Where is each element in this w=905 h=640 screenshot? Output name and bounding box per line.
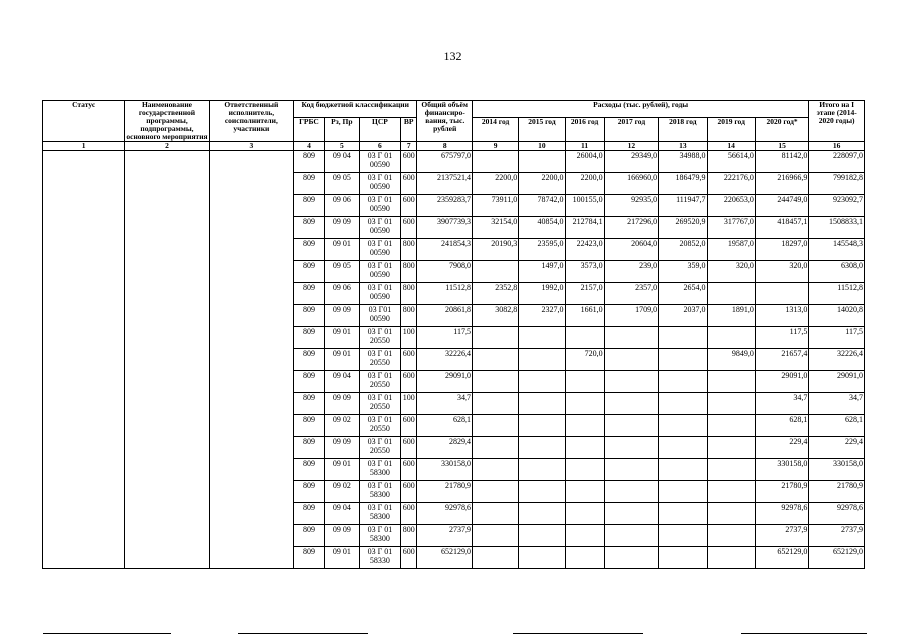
rzpr-cell: 09 06 xyxy=(324,195,359,217)
year-value-cell: 78742,0 xyxy=(519,195,565,217)
total-cell: 34,7 xyxy=(417,393,473,415)
column-number: 11 xyxy=(565,142,604,151)
grbs-cell: 809 xyxy=(294,547,325,569)
total-cell: 11512,8 xyxy=(417,283,473,305)
header-responsible: Ответственный исполнитель, соисполнители, участники xyxy=(209,101,293,142)
vr-cell: 800 xyxy=(400,283,416,305)
year-value-cell: 1313,0 xyxy=(755,305,808,327)
column-number: 4 xyxy=(294,142,325,151)
header-csr: ЦСР xyxy=(359,118,400,142)
year-value-cell xyxy=(707,415,755,437)
year-value-cell: 2037,0 xyxy=(659,305,707,327)
year-value-cell: 2357,0 xyxy=(604,283,659,305)
year-value-cell: 34988,0 xyxy=(659,151,707,173)
year-value-cell: 628,1 xyxy=(755,415,808,437)
rzpr-cell: 09 05 xyxy=(324,173,359,195)
csr-cell: 03 Г 01 20550 xyxy=(359,371,400,393)
year-value-cell: 720,0 xyxy=(565,349,604,371)
year-value-cell xyxy=(472,503,518,525)
csr-cell: 03 Г 01 58300 xyxy=(359,525,400,547)
year-value-cell xyxy=(565,525,604,547)
total-cell: 2829,4 xyxy=(417,437,473,459)
header-year: 2018 год xyxy=(659,118,707,142)
itogo-cell: 29091,0 xyxy=(809,371,865,393)
year-value-cell xyxy=(472,151,518,173)
total-cell: 241854,3 xyxy=(417,239,473,261)
year-value-cell: 1497,0 xyxy=(519,261,565,283)
rzpr-cell: 09 04 xyxy=(324,371,359,393)
year-value-cell xyxy=(707,481,755,503)
year-value-cell xyxy=(472,459,518,481)
year-value-cell xyxy=(519,415,565,437)
grbs-cell: 809 xyxy=(294,503,325,525)
rzpr-cell: 09 02 xyxy=(324,481,359,503)
year-value-cell xyxy=(659,437,707,459)
year-value-cell xyxy=(604,349,659,371)
csr-cell: 03 Г 01 00590 xyxy=(359,173,400,195)
year-value-cell: 222176,0 xyxy=(707,173,755,195)
year-value-cell: 217296,0 xyxy=(604,217,659,239)
grbs-cell: 809 xyxy=(294,283,325,305)
vr-cell: 600 xyxy=(400,151,416,173)
year-value-cell xyxy=(707,283,755,305)
total-cell: 7908,0 xyxy=(417,261,473,283)
grbs-cell: 809 xyxy=(294,217,325,239)
rzpr-cell: 09 09 xyxy=(324,393,359,415)
itogo-cell: 14020,8 xyxy=(809,305,865,327)
itogo-cell: 34,7 xyxy=(809,393,865,415)
grbs-cell: 809 xyxy=(294,393,325,415)
year-value-cell xyxy=(519,525,565,547)
itogo-cell: 229,4 xyxy=(809,437,865,459)
column-number: 1 xyxy=(43,142,125,151)
year-value-cell: 3573,0 xyxy=(565,261,604,283)
year-value-cell: 111947,7 xyxy=(659,195,707,217)
year-value-cell: 2737,9 xyxy=(755,525,808,547)
rzpr-cell: 09 04 xyxy=(324,151,359,173)
year-value-cell: 2200,0 xyxy=(519,173,565,195)
total-cell: 29091,0 xyxy=(417,371,473,393)
year-value-cell xyxy=(519,459,565,481)
year-value-cell xyxy=(472,481,518,503)
csr-cell: 03 Г 01 58300 xyxy=(359,481,400,503)
year-value-cell: 2200,0 xyxy=(565,173,604,195)
year-value-cell: 1992,0 xyxy=(519,283,565,305)
year-value-cell xyxy=(519,151,565,173)
itogo-cell: 2737,9 xyxy=(809,525,865,547)
year-value-cell: 330158,0 xyxy=(755,459,808,481)
year-value-cell xyxy=(659,327,707,349)
year-value-cell xyxy=(707,393,755,415)
grbs-cell: 809 xyxy=(294,349,325,371)
year-value-cell xyxy=(659,525,707,547)
year-value-cell xyxy=(604,503,659,525)
year-value-cell xyxy=(565,547,604,569)
rzpr-cell: 09 01 xyxy=(324,547,359,569)
year-value-cell: 2157,0 xyxy=(565,283,604,305)
total-cell: 92978,6 xyxy=(417,503,473,525)
grbs-cell: 809 xyxy=(294,261,325,283)
header-vr: ВР xyxy=(400,118,416,142)
total-cell: 32226,4 xyxy=(417,349,473,371)
itogo-cell: 6308,0 xyxy=(809,261,865,283)
grbs-cell: 809 xyxy=(294,305,325,327)
table-header xyxy=(43,101,865,151)
rzpr-cell: 09 09 xyxy=(324,437,359,459)
grbs-cell: 809 xyxy=(294,415,325,437)
column-number-row xyxy=(43,142,865,151)
itogo-cell: 652129,0 xyxy=(809,547,865,569)
vr-cell: 600 xyxy=(400,415,416,437)
header-year: 2017 год xyxy=(604,118,659,142)
status-cell xyxy=(43,151,125,569)
total-cell: 330158,0 xyxy=(417,459,473,481)
year-value-cell xyxy=(565,393,604,415)
vr-cell: 600 xyxy=(400,503,416,525)
year-value-cell: 23595,0 xyxy=(519,239,565,261)
year-value-cell xyxy=(472,525,518,547)
total-cell: 2137521,4 xyxy=(417,173,473,195)
year-value-cell: 1709,0 xyxy=(604,305,659,327)
year-value-cell xyxy=(659,459,707,481)
year-value-cell xyxy=(707,327,755,349)
column-number: 12 xyxy=(604,142,659,151)
year-value-cell xyxy=(565,415,604,437)
year-value-cell xyxy=(707,371,755,393)
rzpr-cell: 09 01 xyxy=(324,327,359,349)
year-value-cell xyxy=(755,283,808,305)
total-cell: 21780,9 xyxy=(417,481,473,503)
grbs-cell: 809 xyxy=(294,525,325,547)
itogo-cell: 117,5 xyxy=(809,327,865,349)
year-value-cell xyxy=(604,525,659,547)
total-cell: 2359283,7 xyxy=(417,195,473,217)
column-number: 2 xyxy=(125,142,209,151)
year-value-cell xyxy=(519,349,565,371)
itogo-cell: 628,1 xyxy=(809,415,865,437)
year-value-cell xyxy=(604,547,659,569)
budget-table xyxy=(42,100,865,569)
year-value-cell xyxy=(604,437,659,459)
vr-cell: 600 xyxy=(400,371,416,393)
itogo-cell: 330158,0 xyxy=(809,459,865,481)
footnote-rule xyxy=(741,633,867,634)
vr-cell: 600 xyxy=(400,459,416,481)
column-number: 7 xyxy=(400,142,416,151)
csr-cell: 03 Г 01 00590 xyxy=(359,239,400,261)
year-value-cell xyxy=(519,393,565,415)
itogo-cell: 923092,7 xyxy=(809,195,865,217)
csr-cell: 03 Г 01 20550 xyxy=(359,349,400,371)
year-value-cell xyxy=(472,327,518,349)
year-value-cell: 81142,0 xyxy=(755,151,808,173)
column-number: 10 xyxy=(519,142,565,151)
year-value-cell: 21780,9 xyxy=(755,481,808,503)
vr-cell: 800 xyxy=(400,525,416,547)
csr-cell: 03 Г 01 00590 xyxy=(359,151,400,173)
rzpr-cell: 09 01 xyxy=(324,239,359,261)
header-name: Наименование государственной программы, подпрограммы, основного мероприятия xyxy=(126,100,208,141)
column-number: 9 xyxy=(472,142,518,151)
year-value-cell xyxy=(604,393,659,415)
csr-cell: 03 Г 01 20550 xyxy=(359,437,400,459)
year-value-cell: 2352,8 xyxy=(472,283,518,305)
rzpr-cell: 09 09 xyxy=(324,217,359,239)
header-year: 2016 год xyxy=(565,118,604,142)
year-value-cell xyxy=(707,459,755,481)
year-value-cell: 117,5 xyxy=(755,327,808,349)
year-value-cell: 1661,0 xyxy=(565,305,604,327)
header-expenses: Расходы (тыс. рублей), годы xyxy=(472,101,808,118)
year-value-cell: 22423,0 xyxy=(565,239,604,261)
vr-cell: 100 xyxy=(400,327,416,349)
itogo-cell: 799182,8 xyxy=(809,173,865,195)
total-cell: 3907739,3 xyxy=(417,217,473,239)
header-total: Общий объём финансиро-вания, тыс. рублей xyxy=(417,101,473,142)
csr-cell: 03 Г 01 00590 xyxy=(359,261,400,283)
itogo-cell: 228097,0 xyxy=(809,151,865,173)
year-value-cell xyxy=(472,349,518,371)
column-number: 3 xyxy=(209,142,293,151)
year-value-cell xyxy=(659,393,707,415)
table-row xyxy=(43,151,865,173)
rzpr-cell: 09 02 xyxy=(324,415,359,437)
itogo-cell: 21780,9 xyxy=(809,481,865,503)
header-status: Статус xyxy=(43,101,125,142)
rzpr-cell: 09 01 xyxy=(324,459,359,481)
itogo-cell: 92978,6 xyxy=(809,503,865,525)
total-cell: 675797,0 xyxy=(417,151,473,173)
year-value-cell xyxy=(707,547,755,569)
grbs-cell: 809 xyxy=(294,239,325,261)
year-value-cell: 92978,6 xyxy=(755,503,808,525)
rzpr-cell: 09 05 xyxy=(324,261,359,283)
csr-cell: 03 Г 01 00590 xyxy=(359,283,400,305)
total-cell: 117,5 xyxy=(417,327,473,349)
year-value-cell xyxy=(604,481,659,503)
year-value-cell: 20190,3 xyxy=(472,239,518,261)
grbs-cell: 809 xyxy=(294,371,325,393)
year-value-cell xyxy=(604,327,659,349)
year-value-cell: 20604,0 xyxy=(604,239,659,261)
vr-cell: 100 xyxy=(400,393,416,415)
grbs-cell: 809 xyxy=(294,481,325,503)
year-value-cell: 220653,0 xyxy=(707,195,755,217)
header-budget-code: Код бюджетной классификации xyxy=(294,101,417,118)
total-cell: 20861,8 xyxy=(417,305,473,327)
vr-cell: 600 xyxy=(400,217,416,239)
year-value-cell: 9849,0 xyxy=(707,349,755,371)
header-year: 2015 год xyxy=(519,118,565,142)
year-value-cell: 1891,0 xyxy=(707,305,755,327)
year-value-cell xyxy=(519,481,565,503)
column-number: 14 xyxy=(707,142,755,151)
header-year: 2019 год xyxy=(707,118,755,142)
column-number: 13 xyxy=(659,142,707,151)
csr-cell: 03 Г 01 20550 xyxy=(359,415,400,437)
itogo-cell: 11512,8 xyxy=(809,283,865,305)
year-value-cell: 359,0 xyxy=(659,261,707,283)
year-value-cell xyxy=(519,327,565,349)
year-value-cell xyxy=(565,371,604,393)
responsible-cell xyxy=(209,151,293,569)
year-value-cell xyxy=(519,371,565,393)
year-value-cell: 229,4 xyxy=(755,437,808,459)
vr-cell: 600 xyxy=(400,349,416,371)
header-rzpr: Рз, Пр xyxy=(324,118,359,142)
year-value-cell xyxy=(519,437,565,459)
year-value-cell: 2200,0 xyxy=(472,173,518,195)
year-value-cell: 21657,4 xyxy=(755,349,808,371)
year-value-cell: 32154,0 xyxy=(472,217,518,239)
year-value-cell xyxy=(472,547,518,569)
grbs-cell: 809 xyxy=(294,195,325,217)
year-value-cell: 212784,1 xyxy=(565,217,604,239)
year-value-cell: 29349,0 xyxy=(604,151,659,173)
year-value-cell: 2654,0 xyxy=(659,283,707,305)
year-value-cell: 216966,9 xyxy=(755,173,808,195)
csr-cell: 03 Г 01 58300 xyxy=(359,459,400,481)
rzpr-cell: 09 09 xyxy=(324,305,359,327)
year-value-cell xyxy=(604,371,659,393)
rzpr-cell: 09 06 xyxy=(324,283,359,305)
year-value-cell xyxy=(707,525,755,547)
rzpr-cell: 09 09 xyxy=(324,525,359,547)
year-value-cell: 34,7 xyxy=(755,393,808,415)
csr-cell: 03 Г 01 00590 xyxy=(359,217,400,239)
year-value-cell: 2327,0 xyxy=(519,305,565,327)
year-value-cell xyxy=(707,503,755,525)
rzpr-cell: 09 01 xyxy=(324,349,359,371)
total-cell: 628,1 xyxy=(417,415,473,437)
year-value-cell xyxy=(519,547,565,569)
year-value-cell xyxy=(565,503,604,525)
csr-cell: 03 Г 01 58330 xyxy=(359,547,400,569)
year-value-cell: 100155,0 xyxy=(565,195,604,217)
year-value-cell xyxy=(604,415,659,437)
year-value-cell xyxy=(659,481,707,503)
year-value-cell: 166960,0 xyxy=(604,173,659,195)
year-value-cell xyxy=(659,547,707,569)
year-value-cell: 244749,0 xyxy=(755,195,808,217)
year-value-cell xyxy=(659,371,707,393)
year-value-cell xyxy=(472,371,518,393)
year-value-cell: 18297,0 xyxy=(755,239,808,261)
total-cell: 2737,9 xyxy=(417,525,473,547)
column-number: 8 xyxy=(417,142,473,151)
vr-cell: 600 xyxy=(400,173,416,195)
csr-cell: 03 Г01 00590 xyxy=(359,305,400,327)
header-year: 2020 год* xyxy=(755,118,808,142)
year-value-cell: 3082,8 xyxy=(472,305,518,327)
name-cell xyxy=(125,151,209,569)
year-value-cell: 20852,0 xyxy=(659,239,707,261)
vr-cell: 600 xyxy=(400,481,416,503)
footnote-rule xyxy=(513,633,643,634)
year-value-cell xyxy=(519,503,565,525)
year-value-cell xyxy=(472,437,518,459)
year-value-cell: 73911,0 xyxy=(472,195,518,217)
year-value-cell xyxy=(472,261,518,283)
column-number: 5 xyxy=(324,142,359,151)
csr-cell: 03 Г 01 00590 xyxy=(359,195,400,217)
grbs-cell: 809 xyxy=(294,173,325,195)
grbs-cell: 809 xyxy=(294,437,325,459)
table-body xyxy=(43,151,865,569)
year-value-cell xyxy=(659,349,707,371)
year-value-cell xyxy=(472,415,518,437)
year-value-cell: 40854,0 xyxy=(519,217,565,239)
year-value-cell xyxy=(659,503,707,525)
vr-cell: 600 xyxy=(400,547,416,569)
header-itogo: Итого на I этапе (2014-2020 годы) xyxy=(809,101,865,142)
year-value-cell: 186479,9 xyxy=(659,173,707,195)
vr-cell: 800 xyxy=(400,261,416,283)
vr-cell: 800 xyxy=(400,239,416,261)
csr-cell: 03 Г 01 20550 xyxy=(359,393,400,415)
itogo-cell: 32226,4 xyxy=(809,349,865,371)
year-value-cell xyxy=(659,415,707,437)
grbs-cell: 809 xyxy=(294,151,325,173)
year-value-cell: 269520,9 xyxy=(659,217,707,239)
year-value-cell xyxy=(472,393,518,415)
column-number: 15 xyxy=(755,142,808,151)
grbs-cell: 809 xyxy=(294,327,325,349)
year-value-cell: 56614,0 xyxy=(707,151,755,173)
header-grbs: ГРБС xyxy=(294,118,325,142)
year-value-cell: 26004,0 xyxy=(565,151,604,173)
page-number: 132 xyxy=(443,49,462,63)
year-value-cell xyxy=(565,481,604,503)
column-number: 6 xyxy=(359,142,400,151)
year-value-cell: 19587,0 xyxy=(707,239,755,261)
grbs-cell: 809 xyxy=(294,459,325,481)
year-value-cell: 29091,0 xyxy=(755,371,808,393)
year-value-cell xyxy=(707,437,755,459)
year-value-cell xyxy=(565,437,604,459)
year-value-cell: 418457,1 xyxy=(755,217,808,239)
vr-cell: 800 xyxy=(400,305,416,327)
itogo-cell: 145548,3 xyxy=(809,239,865,261)
year-value-cell: 239,0 xyxy=(604,261,659,283)
vr-cell: 600 xyxy=(400,437,416,459)
header-year: 2014 год xyxy=(472,118,518,142)
rzpr-cell: 09 04 xyxy=(324,503,359,525)
year-value-cell: 317767,0 xyxy=(707,217,755,239)
year-value-cell: 652129,0 xyxy=(755,547,808,569)
column-number: 16 xyxy=(809,142,865,151)
year-value-cell: 320,0 xyxy=(755,261,808,283)
total-cell: 652129,0 xyxy=(417,547,473,569)
year-value-cell xyxy=(604,459,659,481)
itogo-cell: 1508833,1 xyxy=(809,217,865,239)
year-value-cell: 320,0 xyxy=(707,261,755,283)
csr-cell: 03 Г 01 20550 xyxy=(359,327,400,349)
year-value-cell: 92935,0 xyxy=(604,195,659,217)
year-value-cell xyxy=(565,459,604,481)
footnote-rule xyxy=(43,633,171,634)
csr-cell: 03 Г 01 58300 xyxy=(359,503,400,525)
vr-cell: 600 xyxy=(400,195,416,217)
year-value-cell xyxy=(565,327,604,349)
footnote-rule xyxy=(238,633,368,634)
